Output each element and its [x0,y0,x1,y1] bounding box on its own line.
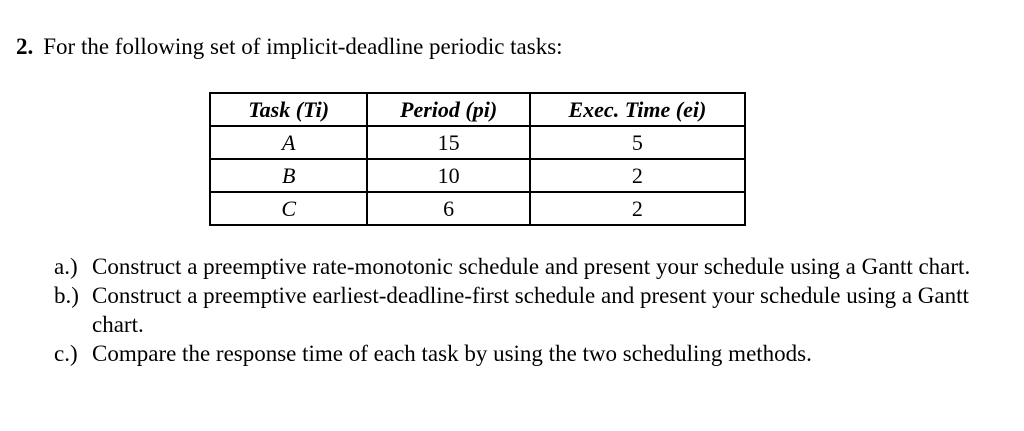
task-cell: B [210,159,367,192]
part-c-label: c.) [54,341,78,366]
header-period: Period (pi) [367,93,529,126]
part-b-label: b.) [54,283,79,308]
exec-cell: 2 [530,159,745,192]
table-header-row [210,93,745,126]
question-number: 2. [16,34,34,59]
task-cell: A [210,126,367,159]
table-row [210,159,745,192]
exec-cell: 2 [530,192,745,225]
header-exec-sub: i [692,97,700,122]
question-parts [54,252,1014,368]
header-period-sub: i [483,97,490,122]
exec-cell: 5 [530,126,745,159]
task-table [209,92,746,226]
question-heading [16,33,563,61]
table-row [210,126,745,159]
part-a [54,252,1014,281]
part-a-label: a.) [54,254,78,279]
period-cell: 6 [367,192,529,225]
part-a-text: Construct a preemptive rate-monotonic schedule and present your schedule using a Gantt chart. [92,254,971,279]
period-cell: 10 [367,159,529,192]
header-task: Task (Ti) [210,93,367,126]
part-c-text: Compare the response time of each task by using the two scheduling methods. [92,341,812,366]
part-b-text: Construct a preemptive earliest-deadline-first schedule and present your schedule using a Gantt chart. [92,283,969,337]
question-text: For the following set of implicit-deadline periodic tasks: [43,34,563,59]
table-row [210,192,745,225]
header-exec-time: Exec. Time (ei) [530,93,745,126]
task-cell: C [210,192,367,225]
part-c [54,339,1014,368]
part-b [54,281,1014,339]
period-cell: 15 [367,126,529,159]
